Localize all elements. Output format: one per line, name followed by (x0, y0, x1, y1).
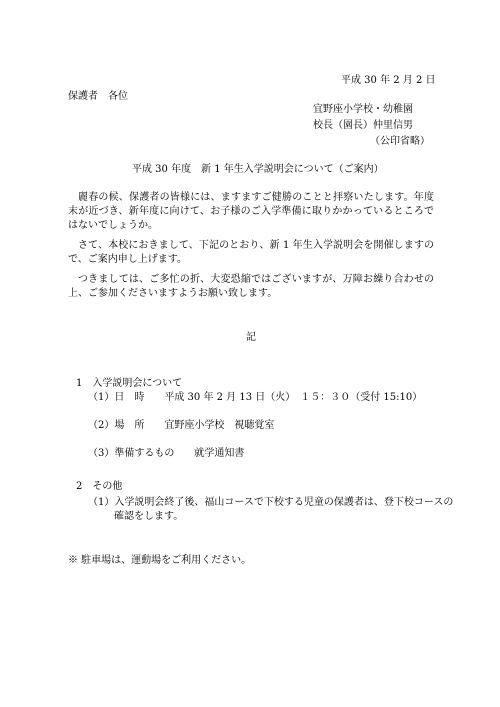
issue-date: 平成 30 年 2 月 2 日 (341, 75, 436, 86)
ki-heading: 記 (246, 332, 256, 343)
addressee: 保護者 各位 (68, 91, 128, 102)
paragraph-request: つきましては、ご多忙の折、大変恐縮ではございますが、万障お繰り合わせの上、ご参加くださいますようお願い致します。 (68, 274, 434, 299)
sender-school: 宜野座小学校・幼稚園 (313, 104, 413, 115)
section-1-place: （2）場 所 宜野座小学校 視聴覚室 (88, 420, 275, 431)
document-title: 平成 30 年度 新 1 年生入学説明会について（ご案内） (132, 164, 384, 175)
section-1-heading: 1 入学説明会について (76, 378, 183, 389)
section-2-heading: 2 その他 (76, 481, 123, 492)
paragraph-announcement: さて、本校におきまして、下記のとおり、新 1 年生入学説明会を開催しますので、ご案内申し上げます。 (68, 240, 434, 265)
section-2-item: （1）入学説明会終了後、福山コースで下校する児童の保護者は、登下校コースの確認をします。 (88, 497, 454, 522)
section-1-items: （3）準備するもの 就学通知書 (88, 448, 245, 459)
sender-principal: 校長（園長）仲里信男 (313, 120, 413, 131)
section-1-datetime: （1）日 時 平成 30 年 2 月 13 日（火） １５：３０（受付 15:10） (88, 392, 423, 403)
paragraph-greeting: 麗春の候、保護者の皆様には、ますますご健勝のことと拝察いたします。年度末が近づき、新年度に向けて、お子様のご入学準備に取りかかっているところではないでしょうか。 (68, 192, 434, 231)
parking-note: ※ 駐車場は、運動場をご利用ください。 (68, 555, 252, 566)
seal-note: （公印省略） (370, 136, 430, 147)
